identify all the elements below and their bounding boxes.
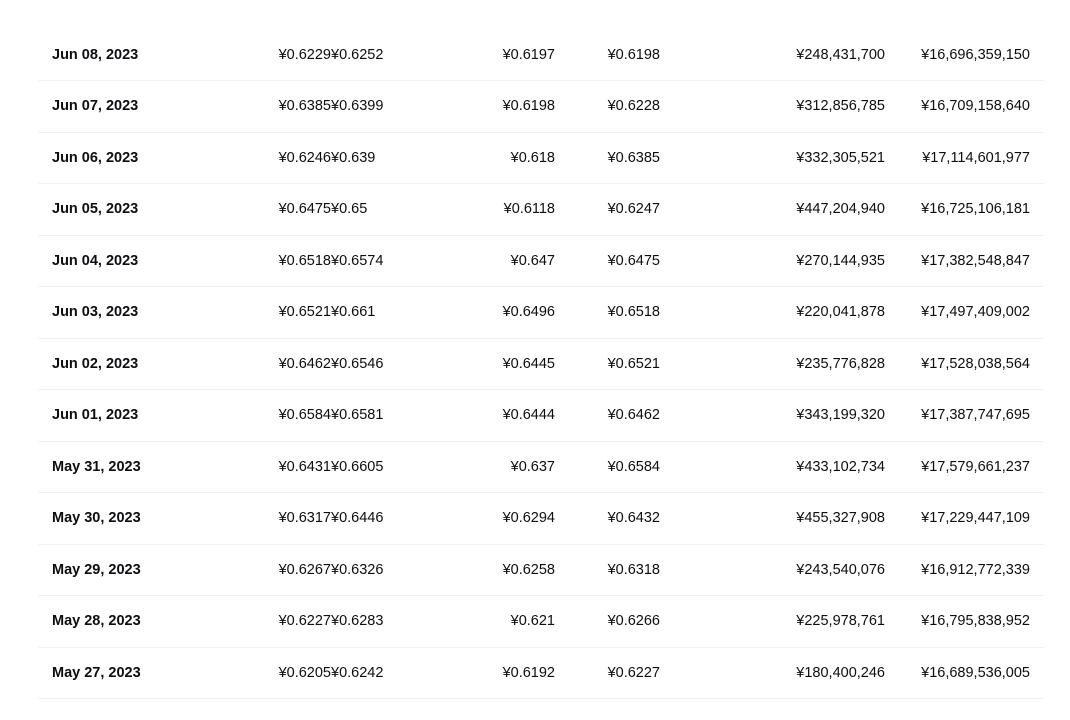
volume-cell: ¥455,327,908 [796, 510, 885, 527]
close-price-cell: ¥0.6462 [607, 407, 660, 424]
table-row [38, 544, 1044, 596]
high-price-cell: ¥0.6446 [331, 510, 384, 527]
close-price-cell: ¥0.6521 [607, 355, 660, 372]
high-price-cell: ¥0.65 [331, 201, 368, 218]
open-price-cell: ¥0.6385 [278, 98, 331, 115]
low-price-cell: ¥0.637 [510, 458, 555, 475]
high-price-cell: ¥0.6242 [331, 664, 384, 681]
table-row [38, 29, 1044, 81]
low-price-cell: ¥0.6496 [502, 304, 555, 321]
market-cap-cell: ¥16,689,536,005 [921, 664, 1030, 681]
market-cap-cell: ¥16,912,772,339 [921, 561, 1030, 578]
close-price-cell: ¥0.6475 [607, 252, 660, 269]
low-price-cell: ¥0.621 [510, 613, 555, 630]
low-price-cell: ¥0.618 [510, 149, 555, 166]
open-price-cell: ¥0.6462 [278, 355, 331, 372]
high-price-cell: ¥0.6546 [331, 355, 384, 372]
low-price-cell: ¥0.6118 [503, 201, 555, 218]
high-price-cell: ¥0.6283 [331, 613, 384, 630]
date-cell: Jun 08, 2023 [52, 46, 139, 63]
market-cap-cell: ¥16,795,838,952 [921, 613, 1030, 630]
low-price-cell: ¥0.6197 [502, 46, 555, 63]
close-price-cell: ¥0.6318 [607, 561, 660, 578]
low-price-cell: ¥0.6445 [502, 355, 555, 372]
volume-cell: ¥312,856,785 [796, 98, 885, 115]
table-row [38, 338, 1044, 390]
market-cap-cell: ¥17,579,661,237 [921, 458, 1030, 475]
market-cap-cell: ¥17,387,747,695 [921, 407, 1030, 424]
close-price-cell: ¥0.6247 [607, 201, 660, 218]
low-price-cell: ¥0.6258 [502, 561, 555, 578]
open-price-cell: ¥0.6475 [278, 201, 331, 218]
close-price-cell: ¥0.6584 [607, 458, 660, 475]
date-cell: May 27, 2023 [52, 664, 141, 681]
high-price-cell: ¥0.6399 [331, 98, 384, 115]
low-price-cell: ¥0.6198 [502, 98, 555, 115]
low-price-cell: ¥0.6192 [502, 664, 555, 681]
volume-cell: ¥332,305,521 [796, 149, 885, 166]
close-price-cell: ¥0.6228 [607, 98, 660, 115]
market-cap-cell: ¥17,497,409,002 [921, 304, 1030, 321]
table-row [38, 184, 1044, 236]
date-cell: Jun 01, 2023 [52, 407, 139, 424]
high-price-cell: ¥0.6605 [331, 458, 384, 475]
close-price-cell: ¥0.6385 [607, 149, 660, 166]
market-cap-cell: ¥17,229,447,109 [921, 510, 1030, 527]
table-body [38, 29, 1044, 699]
volume-cell: ¥220,041,878 [796, 304, 885, 321]
open-price-cell: ¥0.6518 [278, 252, 331, 269]
date-cell: Jun 02, 2023 [52, 355, 139, 372]
open-price-cell: ¥0.6229 [278, 46, 331, 63]
table-row [38, 596, 1044, 648]
date-cell: Jun 05, 2023 [52, 201, 139, 218]
price-history-table [38, 29, 1044, 699]
market-cap-cell: ¥17,382,548,847 [921, 252, 1030, 269]
table-row [38, 132, 1044, 184]
high-price-cell: ¥0.661 [331, 304, 376, 321]
table-row [38, 441, 1044, 493]
close-price-cell: ¥0.6266 [607, 613, 660, 630]
date-cell: May 29, 2023 [52, 561, 141, 578]
date-cell: May 31, 2023 [52, 458, 141, 475]
market-cap-cell: ¥17,528,038,564 [921, 355, 1030, 372]
high-price-cell: ¥0.6574 [331, 252, 384, 269]
high-price-cell: ¥0.6326 [331, 561, 384, 578]
open-price-cell: ¥0.6584 [278, 407, 331, 424]
date-cell: Jun 07, 2023 [52, 98, 139, 115]
table-row [38, 647, 1044, 699]
high-price-cell: ¥0.6581 [331, 407, 384, 424]
volume-cell: ¥447,204,940 [796, 201, 885, 218]
close-price-cell: ¥0.6198 [607, 46, 660, 63]
volume-cell: ¥343,199,320 [796, 407, 885, 424]
volume-cell: ¥243,540,076 [796, 561, 885, 578]
high-price-cell: ¥0.639 [331, 149, 376, 166]
open-price-cell: ¥0.6317 [278, 510, 331, 527]
open-price-cell: ¥0.6205 [278, 664, 331, 681]
volume-cell: ¥225,978,761 [796, 613, 885, 630]
open-price-cell: ¥0.6431 [278, 458, 331, 475]
high-price-cell: ¥0.6252 [331, 46, 384, 63]
low-price-cell: ¥0.6444 [502, 407, 555, 424]
market-cap-cell: ¥16,696,359,150 [921, 46, 1030, 63]
open-price-cell: ¥0.6267 [278, 561, 331, 578]
table-row [38, 493, 1044, 545]
price-history-table-container [38, 29, 1044, 699]
open-price-cell: ¥0.6246 [278, 149, 331, 166]
close-price-cell: ¥0.6432 [607, 510, 660, 527]
market-cap-cell: ¥16,725,106,181 [921, 201, 1030, 218]
volume-cell: ¥235,776,828 [796, 355, 885, 372]
date-cell: Jun 04, 2023 [52, 252, 139, 269]
volume-cell: ¥270,144,935 [796, 252, 885, 269]
volume-cell: ¥248,431,700 [796, 46, 885, 63]
table-row [38, 390, 1044, 442]
table-row [38, 235, 1044, 287]
low-price-cell: ¥0.6294 [502, 510, 555, 527]
open-price-cell: ¥0.6521 [278, 304, 331, 321]
close-price-cell: ¥0.6518 [607, 304, 660, 321]
market-cap-cell: ¥17,114,601,977 [922, 149, 1030, 166]
date-cell: May 28, 2023 [52, 613, 141, 630]
low-price-cell: ¥0.647 [510, 252, 555, 269]
date-cell: May 30, 2023 [52, 510, 141, 527]
date-cell: Jun 06, 2023 [52, 149, 139, 166]
close-price-cell: ¥0.6227 [607, 664, 660, 681]
open-price-cell: ¥0.6227 [278, 613, 331, 630]
table-row [38, 287, 1044, 339]
volume-cell: ¥180,400,246 [796, 664, 885, 681]
table-row [38, 81, 1044, 133]
market-cap-cell: ¥16,709,158,640 [921, 98, 1030, 115]
date-cell: Jun 03, 2023 [52, 304, 139, 321]
volume-cell: ¥433,102,734 [796, 458, 885, 475]
